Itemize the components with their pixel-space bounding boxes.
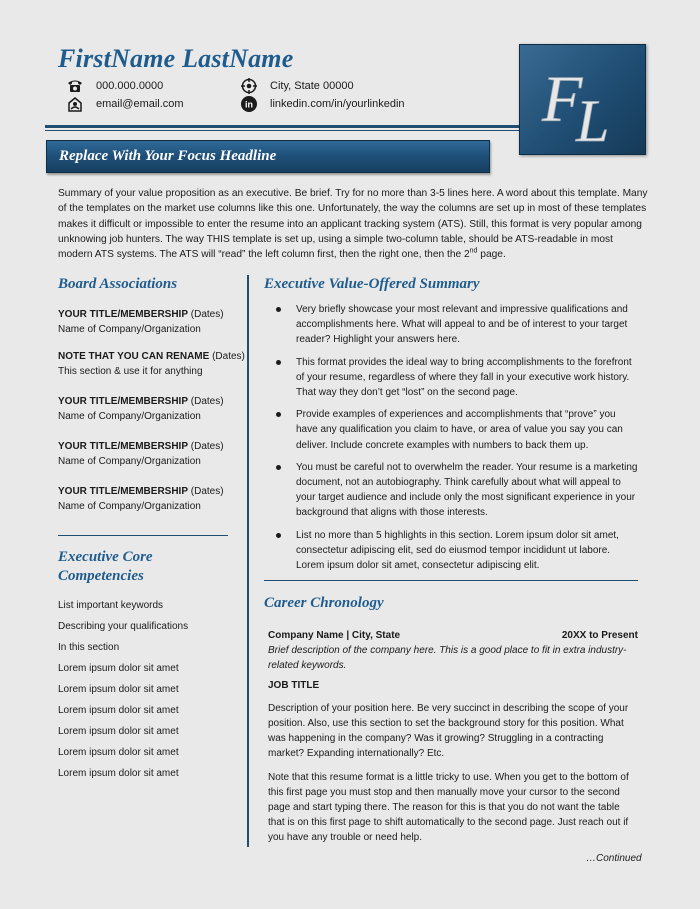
career-chronology-title: Career Chronology	[264, 595, 384, 611]
continued-label: …Continued	[586, 853, 642, 864]
competency-item: Lorem ipsum dolor sit amet	[58, 768, 179, 779]
competency-item: In this section	[58, 642, 120, 653]
candidate-name: FirstName LastName	[58, 44, 294, 73]
position-description: Description of your position here. Be very succinct in describing the scope of your position. Also, use this section to set the background story for this position. What was happening in the company? Was it growing? Struggling in a contracting market? Expanding internationally? Etc.	[268, 702, 629, 760]
job-title: JOB TITLE	[268, 679, 320, 691]
board-item-dates: (Dates)	[209, 351, 245, 362]
phone-icon	[66, 77, 84, 95]
competencies-list	[58, 599, 188, 788]
focus-headline: Replace With Your Focus Headline	[59, 148, 277, 164]
svg-text:F: F	[542, 63, 583, 136]
linkedin-icon	[240, 95, 258, 113]
competency-item: Lorem ipsum dolor sit amet	[58, 663, 179, 674]
board-item	[58, 485, 248, 514]
board-item-role: YOUR TITLE/MEMBERSHIP	[58, 486, 189, 497]
value-summary-list	[270, 302, 640, 580]
bullet-text: List no more than 5 highlights in this section. Lorem ipsum dolor sit amet, consectetur adipiscing elit, sed do eiusmod tempor incididunt ut labore. Lorem ipsum dolor sit amet, consectetur adipiscing elit.	[296, 529, 619, 572]
summary-sup: nd	[469, 247, 478, 255]
email-text: email@email.com	[96, 98, 184, 110]
board-item	[58, 440, 248, 469]
phone-contact	[66, 77, 163, 95]
list-item	[270, 460, 640, 521]
email-contact	[66, 95, 184, 113]
linkedin-contact	[240, 95, 405, 113]
board-item	[58, 395, 248, 424]
list-item	[270, 528, 640, 574]
bullet-text: Provide examples of experiences and accomplishments that “prove” you have any qualification you claim to have, or area of value you say you can deliver. Include concrete examples with numbers to back them up.	[296, 409, 623, 451]
monogram-logo	[519, 44, 646, 155]
bullet-text: This format provides the ideal way to bring accomplishments to the forefront of your resume, regardless of where they fall in your executive work history. That way they don’t get “lost” on the second page.	[296, 356, 632, 399]
board-item-dates: (Dates)	[188, 486, 224, 497]
career-entry	[268, 628, 638, 846]
svg-text:L: L	[576, 88, 610, 154]
company-description: Brief description of the company here. This is a good place to fit in extra industry-related keywords.	[268, 645, 627, 672]
location-icon	[240, 77, 258, 95]
employment-dates: 20XX to Present	[561, 630, 638, 641]
board-item-dates: (Dates)	[188, 441, 224, 452]
board-item-org: Name of Company/Organization	[58, 455, 201, 467]
competencies-title-line1: Executive Core	[58, 549, 153, 565]
summary-text: Summary of your value proposition as an executive. Be brief. Try for no more than 3-5 lines here. A word about this template. Many of the templates on the market use columns like this one. Unfortunately, the way the columns are set up in most of these templates makes it difficult or impossible to enter the resume into an applicant tracking system (ATS). Still, this format is very popular among unknowing job hunters. The way THIS template is set up, using a simple two-column table, should be ATS-readable in most modern ATS systems. The ATS will “read” the left column first, then the right one, then the 2	[58, 188, 648, 261]
company-line	[268, 628, 638, 643]
competency-item: Lorem ipsum dolor sit amet	[58, 726, 179, 737]
left-section-rule	[58, 535, 228, 536]
location-text: City, State 00000	[270, 80, 354, 92]
board-item-role: YOUR TITLE/MEMBERSHIP	[58, 441, 189, 452]
bullet-icon	[276, 360, 281, 365]
right-section-rule	[264, 580, 638, 581]
company-name: Company Name | City, State	[268, 630, 401, 641]
board-item-org: Name of Company/Organization	[58, 323, 201, 335]
competencies-title-line2: Competencies	[58, 568, 144, 584]
competency-item: Lorem ipsum dolor sit amet	[58, 747, 179, 758]
competency-item: Lorem ipsum dolor sit amet	[58, 705, 179, 716]
board-item-dates: (Dates)	[188, 396, 224, 407]
bullet-icon	[276, 307, 281, 312]
phone-text: 000.000.0000	[96, 80, 164, 92]
value-summary-title: Executive Value-Offered Summary	[264, 276, 480, 292]
location-contact	[240, 77, 354, 95]
board-item-org: This section & use it for anything	[58, 365, 203, 377]
format-note: Note that this resume format is a little tricky to use. When you get to the bottom of this first page you must stop and then manually move your cursor to the second page and start typing there. The reason for this is that you do not want the table that is on this first page to shift automatically to the second page. Just reach out if you have any trouble or need help.	[268, 771, 629, 844]
competencies-title	[58, 548, 153, 586]
board-item-role: YOUR TITLE/MEMBERSHIP	[58, 309, 189, 320]
board-item-role: NOTE THAT YOU CAN RENAME	[58, 351, 210, 362]
competency-item: List important keywords	[58, 600, 164, 611]
header-rule	[45, 125, 520, 128]
bullet-text: You must be careful not to overwhelm the reader. Your resume is a marketing document, not an autobiography. Think carefully about what will appeal to your target audience and include only the most significant experience in your background that aligns with those interests.	[296, 461, 638, 519]
board-item	[58, 350, 248, 379]
header-rule-thin	[45, 130, 520, 131]
focus-headline-bar	[46, 140, 490, 173]
competency-item: Describing your qualifications	[58, 621, 189, 632]
summary-paragraph	[58, 186, 648, 262]
email-icon	[66, 95, 84, 113]
column-divider	[247, 275, 249, 847]
list-item	[270, 302, 640, 348]
bullet-text: Very briefly showcase your most relevant and impressive qualifications and accomplishments here. What will appeal to and be of interest to your target reader? Highlight your answers here.	[296, 304, 628, 346]
bullet-icon	[276, 412, 281, 417]
list-item	[270, 355, 640, 401]
bullet-icon	[276, 533, 281, 538]
list-item	[270, 407, 640, 453]
board-item	[58, 308, 248, 337]
board-item-org: Name of Company/Organization	[58, 500, 201, 512]
board-item-org: Name of Company/Organization	[58, 410, 201, 422]
board-associations-title: Board Associations	[58, 276, 178, 292]
svg-text:in: in	[245, 99, 253, 110]
competency-item: Lorem ipsum dolor sit amet	[58, 684, 179, 695]
board-item-role: YOUR TITLE/MEMBERSHIP	[58, 396, 189, 407]
summary-end: page.	[477, 249, 506, 261]
board-item-dates: (Dates)	[188, 309, 224, 320]
linkedin-text: linkedin.com/in/yourlinkedin	[270, 98, 405, 110]
bullet-icon	[276, 465, 281, 470]
